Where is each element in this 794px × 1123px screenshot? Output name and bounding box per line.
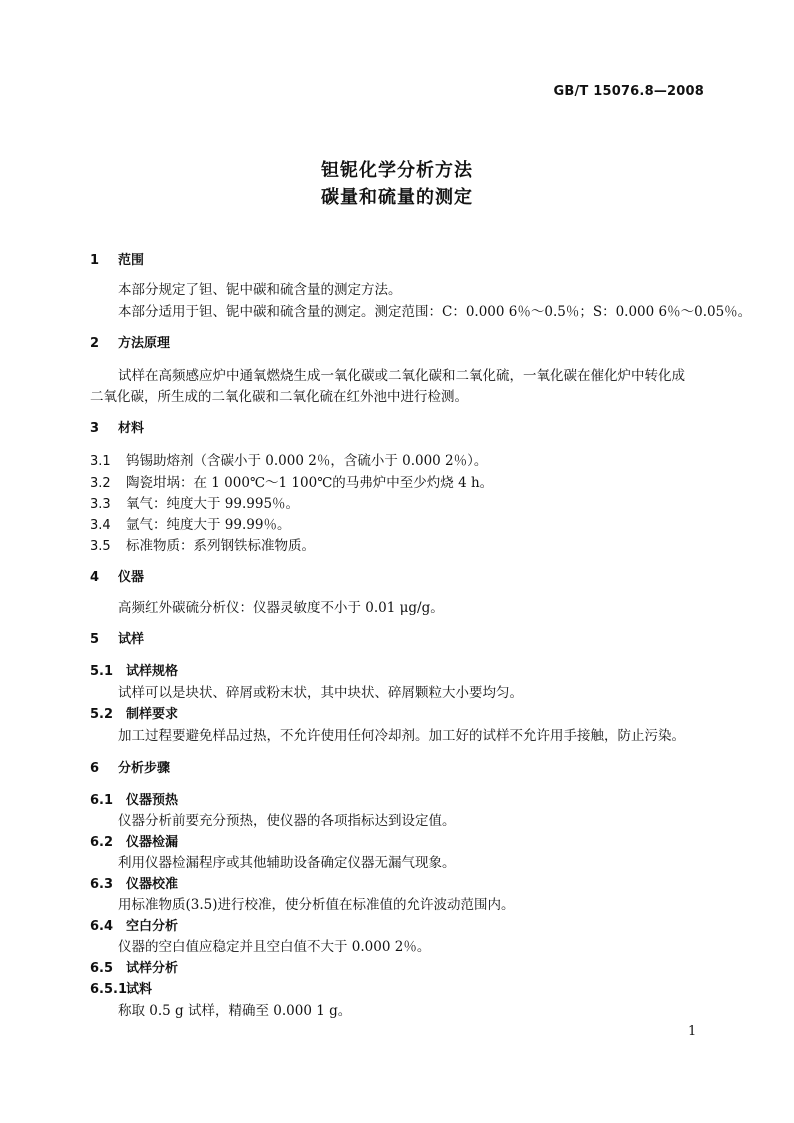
subsection-heading xyxy=(90,834,178,852)
item-number: 3.2 xyxy=(90,476,111,491)
subsection-number: 6.2 xyxy=(90,835,114,850)
item-number: 3.4 xyxy=(90,518,111,533)
subsection-number: 6.5 xyxy=(90,961,114,976)
item-number: 3.3 xyxy=(90,497,111,512)
section-4-heading xyxy=(90,569,144,587)
paragraph: 试样在高频感应炉中通氧燃烧生成一氧化碳或二氧化碳和二氧化硫，一氧化碳在催化炉中转化成 xyxy=(118,368,685,384)
list-item xyxy=(90,537,315,556)
paragraph: 仪器的空白值应稳定并且空白值不大于 0.000 2％。 xyxy=(118,939,431,955)
subsection-heading xyxy=(90,792,178,810)
item-text: 钨锡助熔剂（含碳小于 0.000 2％，含硫小于 0.000 2％）。 xyxy=(126,453,488,469)
item-text: 氧气：纯度大于 99.995％。 xyxy=(126,496,300,512)
document-title-line-1: 钽铌化学分析方法 xyxy=(321,160,473,181)
subsection-number: 5.2 xyxy=(90,707,114,722)
subsubsection-number: 6.5.1 xyxy=(90,982,128,997)
section-title: 范围 xyxy=(118,253,145,268)
standard-code: GB/T 15076.8—2008 xyxy=(553,84,704,99)
subsection-title: 仪器预热 xyxy=(126,793,179,808)
subsection-heading xyxy=(90,960,178,978)
section-number: 4 xyxy=(90,570,100,585)
list-item xyxy=(90,474,493,493)
list-item xyxy=(90,516,290,535)
section-title: 材料 xyxy=(118,421,145,436)
subsection-heading xyxy=(90,876,178,894)
list-item xyxy=(90,452,487,471)
subsection-title: 试样分析 xyxy=(126,961,179,976)
paragraph: 试样可以是块状、碎屑或粉末状，其中块状、碎屑颗粒大小要均匀。 xyxy=(118,685,523,701)
subsection-number: 6.4 xyxy=(90,919,114,934)
subsection-title: 试样规格 xyxy=(126,664,179,679)
paragraph: 加工过程要避免样品过热，不允许使用任何冷却剂。加工好的试样不允许用手接触，防止污染。 xyxy=(118,728,685,744)
subsubsection-heading xyxy=(90,981,152,999)
section-title: 仪器 xyxy=(118,570,145,585)
subsection-title: 仪器检漏 xyxy=(126,835,179,850)
list-item xyxy=(90,495,299,514)
section-2-heading xyxy=(90,335,170,353)
item-number: 3.5 xyxy=(90,539,111,554)
section-5-heading xyxy=(90,631,144,649)
document-title-line-2: 碳量和硫量的测定 xyxy=(321,187,473,208)
page-number: 1 xyxy=(688,1024,697,1039)
section-title: 试样 xyxy=(118,632,145,647)
paragraph: 仪器分析前要充分预热，使仪器的各项指标达到设定值。 xyxy=(118,813,456,829)
section-title: 分析步骤 xyxy=(118,761,171,776)
paragraph-continuation: 二氧化碳，所生成的二氧化碳和二氧化硫在红外池中进行检测。 xyxy=(90,389,468,405)
section-title: 方法原理 xyxy=(118,336,171,351)
section-6-heading xyxy=(90,760,170,778)
subsubsection-title: 试料 xyxy=(126,982,153,997)
item-text: 陶瓷坩埚：在 1 000℃～1 100℃的马弗炉中至少灼烧 4 h。 xyxy=(126,475,494,491)
paragraph: 本部分规定了钽、铌中碳和硫含量的测定方法。 xyxy=(118,282,402,298)
subsection-title: 制样要求 xyxy=(126,707,179,722)
paragraph: 利用仪器检漏程序或其他辅助设备确定仪器无漏气现象。 xyxy=(118,855,456,871)
section-1-heading xyxy=(90,252,144,270)
item-text: 氩气：纯度大于 99.99％。 xyxy=(126,517,291,533)
section-number: 5 xyxy=(90,632,100,647)
section-3-heading xyxy=(90,420,144,438)
subsection-heading xyxy=(90,706,178,724)
section-number: 1 xyxy=(90,253,100,268)
section-number: 3 xyxy=(90,421,100,436)
subsection-number: 5.1 xyxy=(90,664,114,679)
section-number: 6 xyxy=(90,761,100,776)
paragraph: 用标准物质(3.5)进行校准，使分析值在标准值的允许波动范围内。 xyxy=(118,897,515,913)
item-text: 标准物质：系列钢铁标准物质。 xyxy=(126,538,315,554)
paragraph: 称取 0.5 g 试样，精确至 0.000 1 g。 xyxy=(118,1003,352,1019)
subsection-title: 空白分析 xyxy=(126,919,179,934)
paragraph: 本部分适用于钽、铌中碳和硫含量的测定。测定范围：C：0.000 6％～0.5％；S：0.000 6％～0.05％。 xyxy=(118,304,752,320)
subsection-number: 6.3 xyxy=(90,877,114,892)
subsection-number: 6.1 xyxy=(90,793,114,808)
item-number: 3.1 xyxy=(90,454,111,469)
subsection-heading xyxy=(90,663,178,681)
section-number: 2 xyxy=(90,336,100,351)
subsection-heading xyxy=(90,918,178,936)
subsection-title: 仪器校准 xyxy=(126,877,179,892)
paragraph: 高频红外碳硫分析仪：仪器灵敏度不小于 0.01 μg/g。 xyxy=(118,600,444,616)
